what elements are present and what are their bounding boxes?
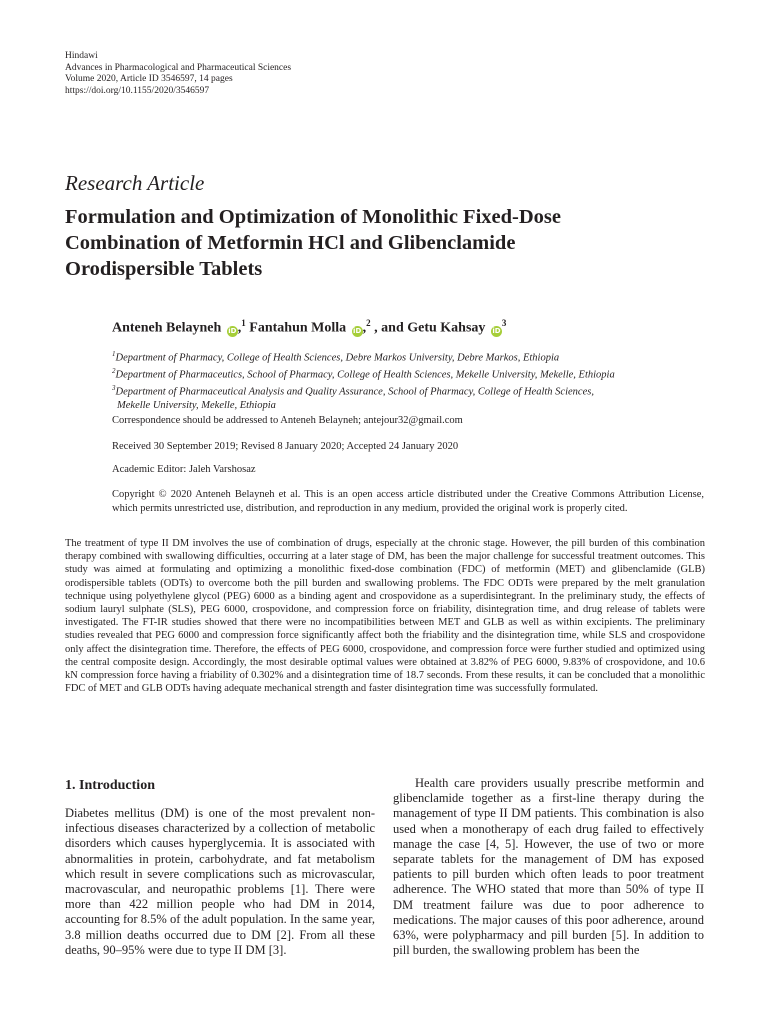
author-name: Getu Kahsay (407, 320, 486, 336)
affiliation-line (112, 348, 615, 365)
intro-paragraph-right: Health care providers usually prescribe metformin and glibenclamide together as a first-line therapy during the management of type II DM patients. This combination is also used when a monotherapy of each drug failed to effectively manage the case [4, 5]. However, the use of two or more separate tablets for the management of DM has exposed patients to pill burden which often leads to poor treatment adherence. The WHO stated that more than 50% of type II DM treatment failure was due to poor adherence to medications. The major causes of this poor adherence, around 63%, were polypharmacy and pill burden [5]. In addition to pill burden, the swallowing problem has been the (393, 776, 704, 958)
orcid-icon[interactable]: iD (353, 326, 362, 335)
author-affiliation-mark: 2 (366, 318, 371, 328)
affiliation-mark: 3 (112, 384, 116, 392)
article-title (65, 204, 705, 282)
author-affiliation-mark: 3 (501, 318, 507, 328)
orcid-icon[interactable]: iD (492, 326, 501, 335)
article-type: Research Article (65, 171, 205, 195)
intro-paragraph-left: Diabetes mellitus (DM) is one of the most prevalent non-infectious diseases characterized by a collection of metabolic disorders which causes hyperglycemia. It is associated with abnormalities in protein, carbohydrate, and fat metabolism which result in severe complications such as microvascular, macrovascular, and neuropathic problems [1]. There were more than 422 million people who had DM in 2014, accounting for 8.5% of the adult population. In the same year, 3.8 million deaths occurred due to DM [2]. From all these deaths, 90–95% were due to type II DM [3]. (65, 806, 375, 957)
affiliation-text: Department of Pharmaceutics, School of Pharmacy, College of Health Sciences, Mekelle University, Mekelle, Ethiopia (115, 369, 615, 381)
section-heading: 1. Introduction (65, 778, 155, 793)
correspondence: Correspondence should be addressed to Anteneh Belayneh; antejour32@gmail.com (112, 415, 463, 426)
abstract: The treatment of type II DM involves the use of combination of drugs, especially at the chronic stage. However, the pill burden of this combination therapy combined with swallowing difficulties, occurring at a later stage of DM, has been the major challenge for successful treatment outcomes. This study was aimed at formulating and optimizing a monolithic fixed-dose combination (FDC) of metformin (MET) and glibenclamide (GLB) orodispersible tablets (ODTs) to overcome both the pill burden and swallowing problems. The FDC ODTs were prepared by the melt granulation technique using polyethylene glycol (PEG) 6000 as a binding agent and crospovidone as a superdisintegrant. In the preliminary study, the effects of sodium lauryl sulphate (SLS), PEG 6000, crospovidone, and compression force on friability, disintegration time, and drug release of tablets were investigated. The FT-IR studies showed that there were no incompatibilities between MET and GLB as well as within excipients. The preliminary studies revealed that PEG 6000 and compression force significantly affect both the friability and the disintegration time, while SLS and crospovidone only affect the disintegration time. Therefore, the effects of PEG 6000, crospovidone, and compression force were further studied and optimized using the central composite design. Accordingly, the most desirable optimal values were obtained at 3.82% of PEG 6000, 9.83% of crospovidone, and 10.6 kN compression force having a friability of 0.302% and a disintegration time of 18.7 seconds. From these results, it can be concluded that a monolithic FDC of MET and GLB ODTs having adequate mechanical strength and faster disintegration time was successfully formulated. (65, 538, 705, 695)
title-line: Orodispersible Tablets (65, 258, 263, 280)
affiliation-text: Department of Pharmacy, College of Health Sciences, Debre Markos University, Debre Markos, Ethiopia (115, 352, 560, 364)
author-separator: , and (374, 320, 408, 336)
volume-line: Volume 2020, Article ID 3546597, 14 pages (65, 74, 233, 84)
author-separator: , (362, 320, 367, 336)
author-name: Anteneh Belayneh (112, 320, 222, 336)
orcid-icon[interactable]: iD (228, 326, 237, 335)
academic-editor: Academic Editor: Jaleh Varshosaz (112, 464, 256, 475)
author-affiliation-mark: 1 (241, 318, 246, 328)
affiliation-line (112, 382, 615, 399)
journal-header (65, 51, 291, 97)
affiliation-line (112, 399, 615, 413)
affiliation-line (112, 365, 615, 382)
title-line: Combination of Metformin HCl and Glibenclamide (65, 232, 516, 254)
affiliation-text: Department of Pharmaceutical Analysis and Quality Assurance, School of Pharmacy, College of Health Sciences, (115, 386, 594, 398)
affiliation-mark: 2 (112, 367, 116, 375)
title-line: Formulation and Optimization of Monolithic Fixed-Dose (65, 206, 561, 228)
author-separator: , (237, 320, 242, 336)
doi-link[interactable]: https://doi.org/10.1155/2020/3546597 (65, 85, 210, 96)
article-dates: Received 30 September 2019; Revised 8 January 2020; Accepted 24 January 2020 (112, 441, 459, 452)
author-list (112, 318, 506, 337)
affiliation-list (112, 348, 615, 413)
affiliation-text: Mekelle University, Mekelle, Ethiopia (117, 400, 276, 411)
copyright-notice: Copyright © 2020 Anteneh Belayneh et al. This is an open access article distributed under the Creative Commons Attribution License, which permits unrestricted use, distribution, and reproduction in any medium, provided the original work is properly cited. (112, 489, 704, 514)
publisher-name: Hindawi (65, 51, 98, 61)
journal-name: Advances in Pharmacological and Pharmaceutical Sciences (65, 62, 292, 73)
author-name: Fantahun Molla (249, 320, 347, 336)
affiliation-mark: 1 (112, 350, 116, 358)
